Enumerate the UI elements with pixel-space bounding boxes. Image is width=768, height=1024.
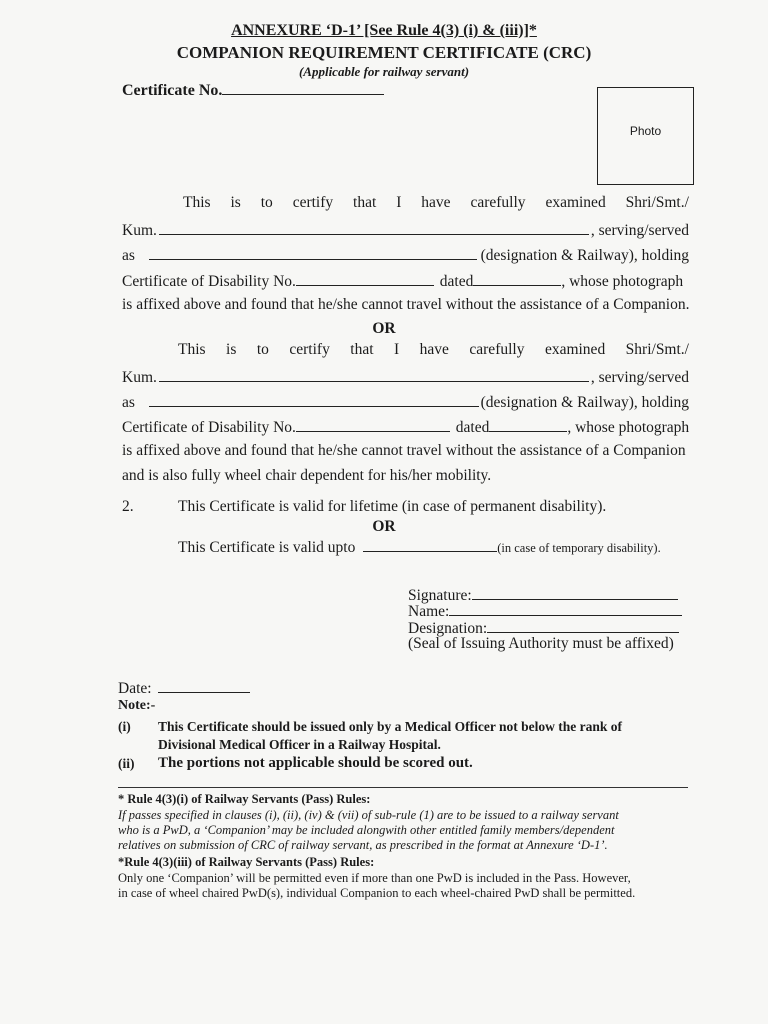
- designation-field-blank[interactable]: [487, 618, 679, 633]
- rule1-line1: If passes specified in clauses (i), (ii), (iv) & (vii) of sub-rule (1) are to be issued to a railway servant: [118, 808, 619, 822]
- para2-word: is: [226, 341, 237, 358]
- note-ii-num: (ii): [118, 756, 135, 771]
- notes-heading: Note:-: [118, 698, 156, 713]
- dated-blank[interactable]: [473, 271, 561, 286]
- para1-word: This: [183, 194, 211, 211]
- dated-label: dated: [439, 273, 474, 290]
- certificate-title: COMPANION REQUIREMENT CERTIFICATE (CRC): [176, 43, 592, 62]
- note-i-num: (i): [118, 719, 131, 734]
- annexure-heading: ANNEXURE ‘D-1’ [See Rule 4(3) (i) & (iii)]*: [231, 22, 537, 39]
- or-divider-1: OR: [372, 320, 396, 337]
- name-blank[interactable]: [159, 220, 589, 235]
- rule1-line2: who is a PwD, a ‘Companion’ may be included alongwith other entitled family members/dependent: [118, 823, 615, 837]
- name-label: Name:: [408, 603, 450, 620]
- signature-label: Signature:: [408, 587, 472, 604]
- para2-word: to: [256, 341, 269, 358]
- designation-label: (designation & Railway), holding: [480, 247, 689, 264]
- valid-upto-label: This Certificate is valid upto: [178, 539, 356, 556]
- para1-word: carefully: [470, 194, 526, 211]
- temporary-label: (in case of temporary disability).: [497, 541, 661, 555]
- para1-word: is: [230, 194, 241, 211]
- name-field-blank[interactable]: [449, 601, 682, 616]
- designation-field-label: Designation:: [408, 620, 488, 637]
- date-label: Date:: [118, 680, 152, 697]
- photo-label: Photo: [629, 124, 662, 138]
- validity-lifetime: This Certificate is valid for lifetime (in case of permanent disability).: [178, 498, 607, 515]
- para1-word: have: [421, 194, 451, 211]
- para1-word: I: [396, 194, 402, 211]
- para2-word: examined: [544, 341, 606, 358]
- as-label: as: [122, 394, 135, 411]
- para2-word: Shri/Smt./: [625, 341, 689, 358]
- para2-word: have: [419, 341, 449, 358]
- footnote-divider: [118, 787, 688, 788]
- para2-line1: [178, 341, 689, 359]
- designation-blank[interactable]: [149, 245, 477, 260]
- para1-word: certify: [292, 194, 334, 211]
- name-blank[interactable]: [159, 367, 589, 382]
- certificate-no-label: Certificate No.: [122, 82, 223, 99]
- validity-upto: [178, 537, 661, 557]
- para1-word: examined: [545, 194, 606, 211]
- para2-wheelchair: and is also fully wheel chair dependent for his/her mobility.: [122, 467, 492, 484]
- kum-label: Kum.: [122, 222, 157, 239]
- para2-line3: [122, 392, 689, 412]
- whose-photo-label: , whose photograph: [567, 419, 690, 436]
- para2-word: I: [394, 341, 400, 358]
- photo-box[interactable]: [597, 87, 694, 185]
- para1-word: Shri/Smt./: [625, 194, 689, 211]
- designation-label: (designation & Railway), holding: [480, 394, 689, 411]
- para1-line1: [183, 194, 689, 212]
- para2-word: carefully: [469, 341, 525, 358]
- para2-word: that: [350, 341, 374, 358]
- note-ii-text: The portions not applicable should be scored out.: [158, 755, 473, 771]
- whose-photo-label: , whose photograph: [561, 273, 684, 290]
- rule2-line2: in case of wheel chaired PwD(s), individual Companion to each wheel-chaired PwD shall be permitted.: [118, 886, 636, 900]
- para2-word: certify: [289, 341, 330, 358]
- as-label: as: [122, 247, 135, 264]
- designation-blank[interactable]: [149, 392, 479, 407]
- seal-note: (Seal of Issuing Authority must be affixed): [408, 635, 674, 652]
- para2-word: This: [178, 341, 206, 358]
- certificate-subtitle: (Applicable for railway servant): [298, 64, 470, 79]
- disability-no-label: Certificate of Disability No.: [122, 419, 296, 436]
- para2-line2: [122, 367, 689, 387]
- disability-no-label: Certificate of Disability No.: [122, 273, 296, 290]
- dated-blank[interactable]: [489, 417, 567, 432]
- note-i-line2: Divisional Medical Officer in a Railway Hospital.: [158, 737, 441, 752]
- date-row: [118, 678, 250, 698]
- para1-line4: [122, 271, 689, 291]
- certificate-no: [122, 80, 384, 100]
- or-divider-2: OR: [372, 518, 396, 535]
- rule1-heading: * Rule 4(3)(i) of Railway Servants (Pass) Rules:: [118, 792, 371, 806]
- rule2-heading: *Rule 4(3)(iii) of Railway Servants (Pass) Rules:: [118, 855, 375, 869]
- para1-line3: [122, 245, 689, 265]
- validity-number: 2.: [122, 498, 134, 515]
- valid-upto-blank[interactable]: [363, 537, 497, 552]
- serving-label: , serving/served: [590, 369, 689, 386]
- rule1-line3: relatives on submission of CRC of railway servant, as prescribed in the format at Annexure ‘D-1’.: [118, 838, 608, 852]
- para1-word: that: [353, 194, 377, 211]
- para2-affixed: is affixed above and found that he/she cannot travel without the assistance of a Companion: [122, 442, 686, 459]
- rule2-line1: Only one ‘Companion’ will be permitted even if more than one PwD is included in the Pass. However,: [118, 871, 631, 885]
- para1-line2: [122, 220, 689, 240]
- date-blank[interactable]: [158, 678, 250, 693]
- kum-label: Kum.: [122, 369, 157, 386]
- certificate-no-blank[interactable]: [222, 80, 384, 95]
- dated-label: dated: [455, 419, 490, 436]
- note-i-line1: This Certificate should be issued only by a Medical Officer not below the rank of: [158, 719, 622, 734]
- para1-word: to: [260, 194, 273, 211]
- para2-line4: [122, 417, 689, 437]
- para1-affixed: is affixed above and found that he/she cannot travel without the assistance of a Companion.: [122, 296, 690, 313]
- disability-no-blank[interactable]: [296, 417, 450, 432]
- serving-label: , serving/served: [590, 222, 689, 239]
- signature-blank[interactable]: [472, 585, 678, 600]
- disability-no-blank[interactable]: [296, 271, 434, 286]
